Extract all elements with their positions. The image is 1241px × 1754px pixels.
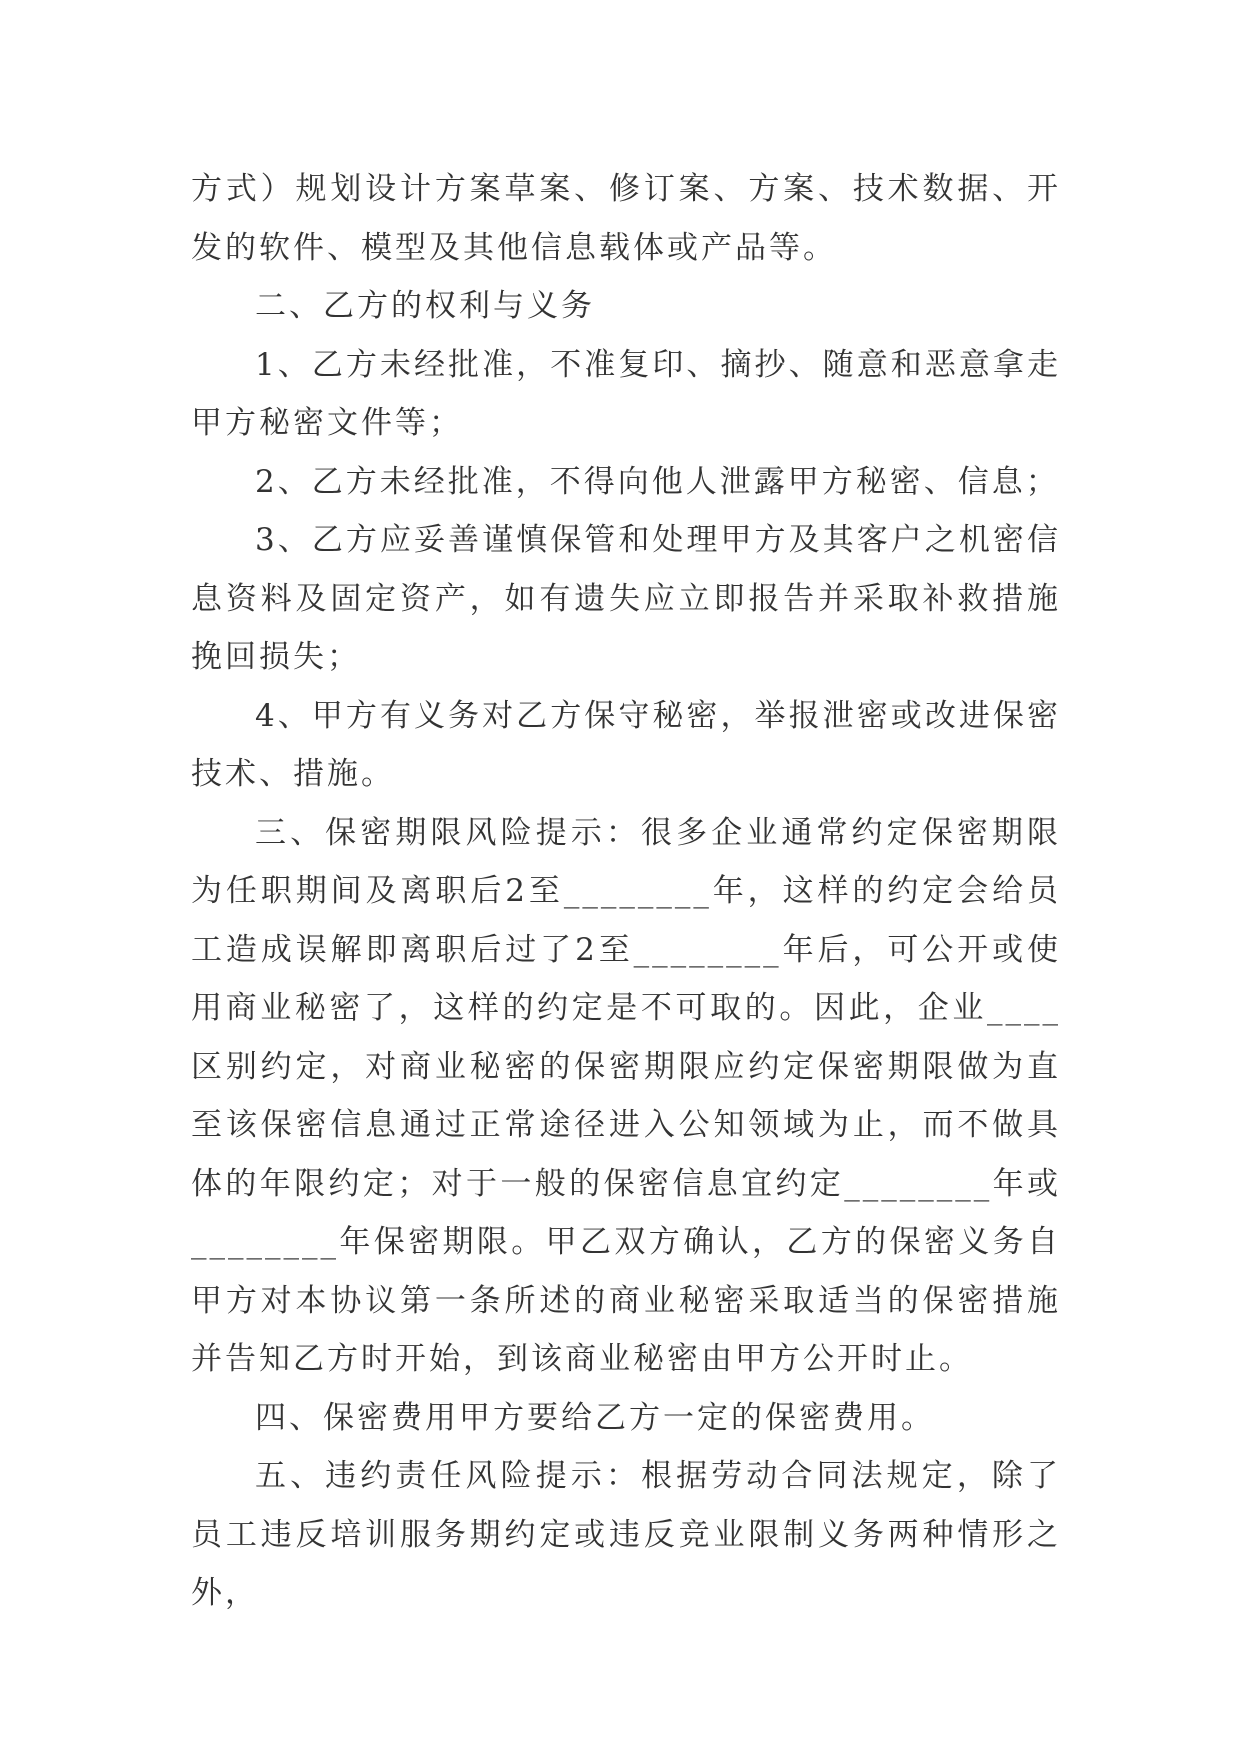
section-heading-rights-obligations: 二、乙方的权利与义务 (255, 288, 595, 324)
clause-1: 1、乙方未经批准，不准复印、摘抄、随意和恶意拿走甲方秘密文件等； (191, 346, 1061, 441)
section-confidentiality-fee: 四、保密费用甲方要给乙方一定的保密费用。 (255, 1399, 935, 1436)
clause-2: 2、乙方未经批准，不得向他人泄露甲方秘密、信息； (255, 463, 1060, 500)
clause-4: 4、甲方有义务对乙方保守秘密，举报泄密或改进保密技术、措施。 (191, 697, 1061, 792)
section-liability: 五、违约责任风险提示：根据劳动合同法规定，除了员工违反培训服务期约定或违反竞业限制义务两种情形之外， (191, 1458, 1061, 1611)
document-body (191, 160, 1061, 1623)
clause-3: 3、乙方应妥善谨慎保管和处理甲方及其客户之机密信息资料及固定资产，如有遗失应立即报告并采取补救措施挽回损失； (191, 522, 1061, 675)
paragraph-continuation: 方式）规划设计方案草案、修订案、方案、技术数据、开发的软件、模型及其他信息载体或产品等。 (191, 171, 1061, 266)
section-confidentiality-period: 三、保密期限风险提示：很多企业通常约定保密期限为任职期间及离职后2至________年，这样的约定会给员工造成误解即离职后过了2至________年后，可公开或使用商业秘密了，这样的约定是不可取的。因此，企业____区别约定，对商业秘密的保密期限应约定保密期限做为直至该保密信息通过正常途径进入公知领域为止，而不做具体的年限约定；对于一般的保密信息宜约定________年或________年保密期限。甲乙双方确认，乙方的保密义务自甲方对本协议第一条所述的商业秘密采取适当的保密措施并告知乙方时开始，到该商业秘密由甲方公开时止。 (191, 814, 1061, 1377)
